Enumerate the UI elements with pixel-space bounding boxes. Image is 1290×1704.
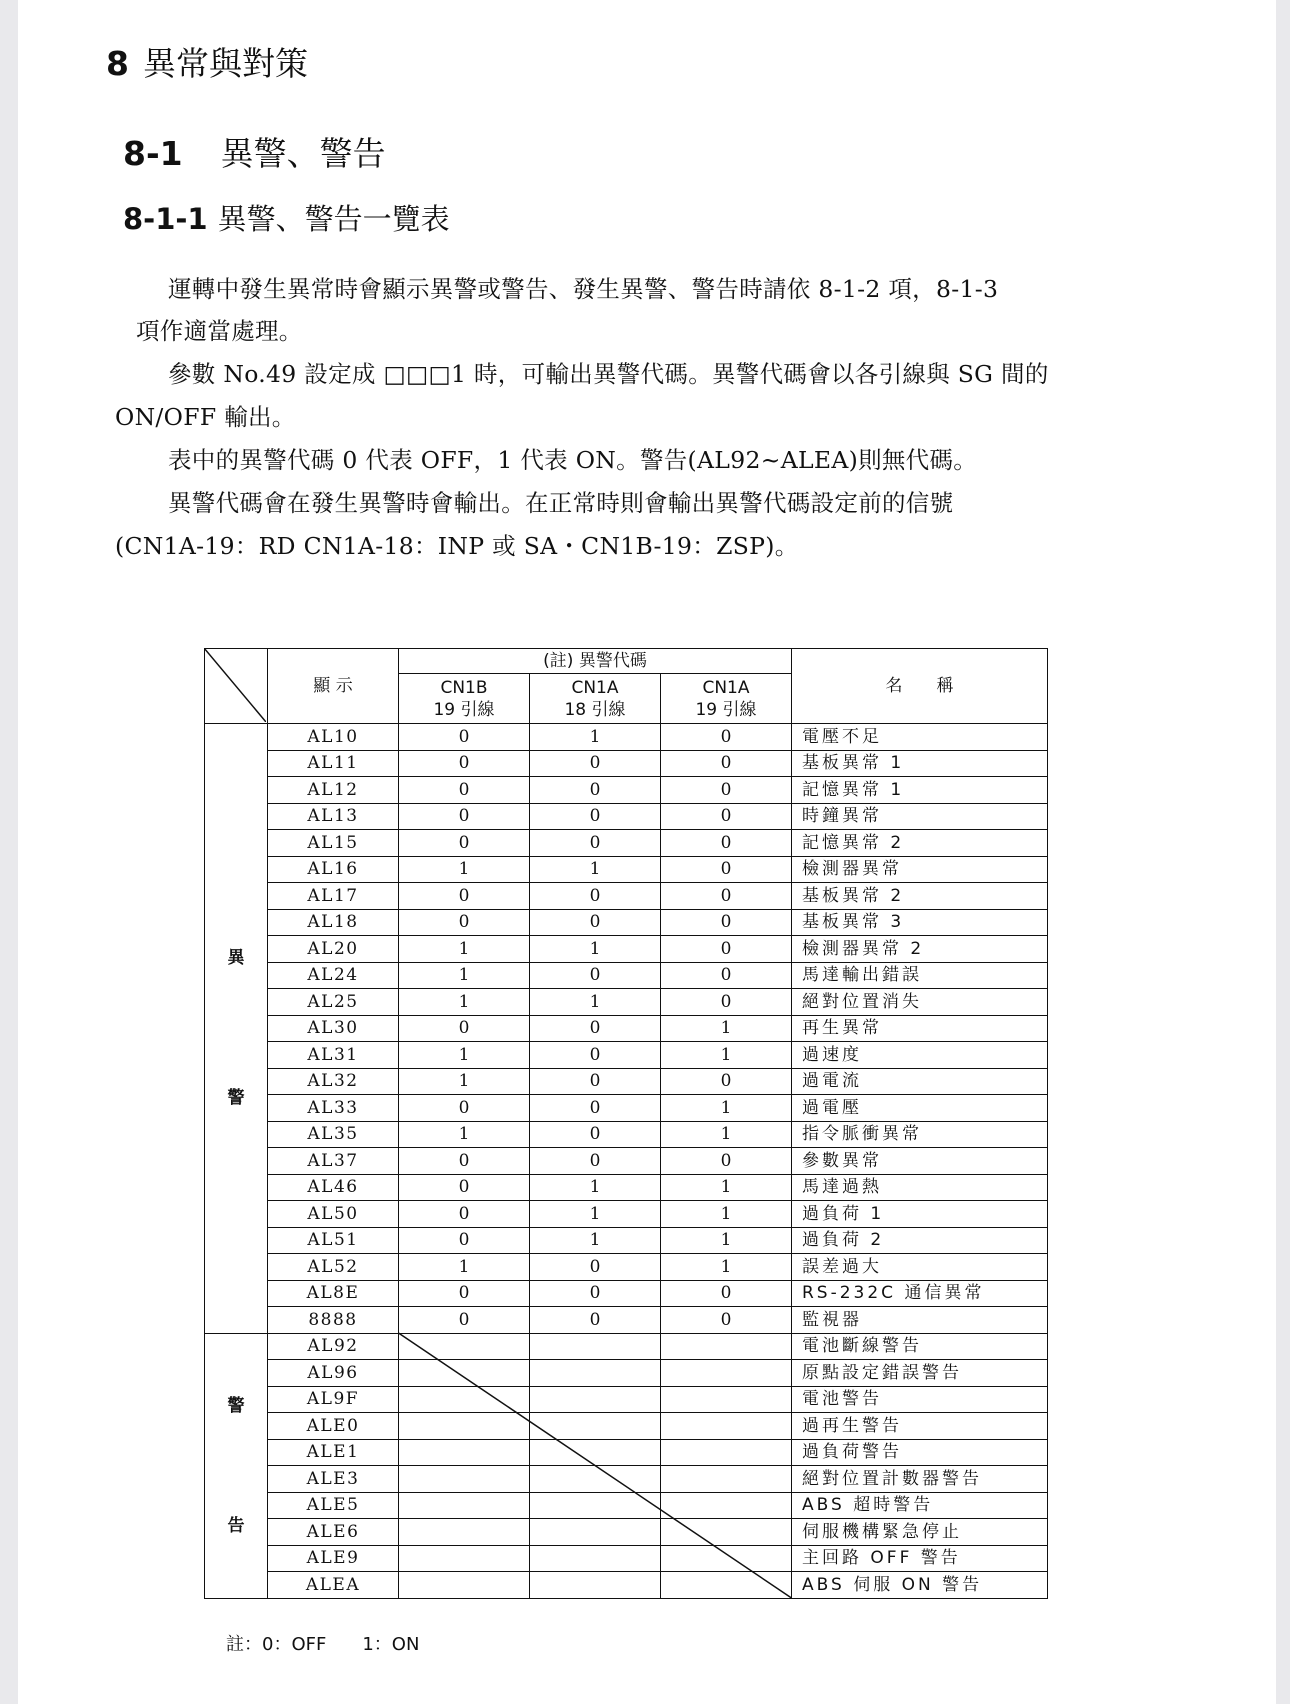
- header-code-group: (註) 異警代碼: [399, 649, 792, 674]
- cn1a-18-value: 1: [530, 989, 661, 1016]
- cn1a-19-empty: [661, 1333, 792, 1360]
- cn1a-18-value: 1: [530, 936, 661, 963]
- cn1a-19-value: 0: [661, 724, 792, 751]
- cn1a-18-empty: [530, 1333, 661, 1360]
- alarm-name: 過速度: [792, 1042, 1048, 1069]
- cn1a-18-empty: [530, 1413, 661, 1440]
- alarm-name: 時鐘異常: [792, 803, 1048, 830]
- alarm-code: AL33: [268, 1095, 399, 1122]
- warning-code: ALE5: [268, 1492, 399, 1519]
- alarm-row: [205, 803, 1048, 830]
- warning-name: 電池斷線警告: [792, 1333, 1048, 1360]
- warning-row: [205, 1572, 1048, 1599]
- paragraph-line: 運轉中發生異常時會顯示異警或警告、發生異警、警告時請依 8-1-2 項，8-1-3: [168, 275, 999, 303]
- cn1a-19-value: 1: [661, 1095, 792, 1122]
- alarm-code: AL16: [268, 856, 399, 883]
- cn1a-18-value: 0: [530, 830, 661, 857]
- cn1a-19-value: 1: [661, 1254, 792, 1281]
- alarm-row: [205, 1307, 1048, 1334]
- cn1b-19-empty: [399, 1386, 530, 1413]
- cn1b-19-empty: [399, 1439, 530, 1466]
- paragraph-line: ON/OFF 輸出。: [115, 403, 296, 431]
- alarm-row: [205, 1042, 1048, 1069]
- cn1a-19-value: 0: [661, 1280, 792, 1307]
- alarm-name: 基板異常 1: [792, 750, 1048, 777]
- corner-diagonal-line: [204, 648, 266, 722]
- alarm-name: 絕對位置消失: [792, 989, 1048, 1016]
- cn1b-19-empty: [399, 1519, 530, 1546]
- alarm-row: [205, 856, 1048, 883]
- subsection-number: 8-1-1: [123, 202, 208, 236]
- header-cn1a-19: CN1A 19 引線: [661, 674, 792, 724]
- alarm-row: [205, 1280, 1048, 1307]
- cn1b-19-empty: [399, 1466, 530, 1493]
- alarm-name: 過負荷 1: [792, 1201, 1048, 1228]
- cn1a-19-empty: [661, 1386, 792, 1413]
- cn1a-18-value: 0: [530, 962, 661, 989]
- chapter-number: 8: [106, 44, 129, 83]
- cn1a-19-value: 0: [661, 909, 792, 936]
- cn1b-19-empty: [399, 1572, 530, 1599]
- cn1a-18-value: 0: [530, 803, 661, 830]
- warning-row: [205, 1492, 1048, 1519]
- cn1a-18-value: 1: [530, 1227, 661, 1254]
- alarm-row: [205, 1148, 1048, 1175]
- group-warning: 警 告: [205, 1333, 268, 1598]
- cn1a-18-empty: [530, 1360, 661, 1387]
- cn1a-19-value: 0: [661, 883, 792, 910]
- cn1b-19-value: 0: [399, 1280, 530, 1307]
- cn1b-19-value: 0: [399, 1148, 530, 1175]
- header-cn1a-18: CN1A 18 引線: [530, 674, 661, 724]
- warning-row: [205, 1439, 1048, 1466]
- cn1a-18-value: 0: [530, 1280, 661, 1307]
- cn1a-18-value: 1: [530, 1201, 661, 1228]
- warning-code: ALE3: [268, 1466, 399, 1493]
- alarm-code: AL25: [268, 989, 399, 1016]
- cn1b-19-value: 1: [399, 962, 530, 989]
- alarm-code: AL51: [268, 1227, 399, 1254]
- alarm-row: [205, 1121, 1048, 1148]
- alarm-row: [205, 1201, 1048, 1228]
- warning-row: [205, 1413, 1048, 1440]
- cn1b-19-value: 1: [399, 1068, 530, 1095]
- warning-name: 過負荷警告: [792, 1439, 1048, 1466]
- cn1a-18-value: 1: [530, 724, 661, 751]
- warning-name: 過再生警告: [792, 1413, 1048, 1440]
- warning-code: ALE9: [268, 1545, 399, 1572]
- header-display: 顯 示: [268, 649, 399, 724]
- alarm-name: 過負荷 2: [792, 1227, 1048, 1254]
- cn1a-19-value: 0: [661, 803, 792, 830]
- cn1b-19-value: 0: [399, 1095, 530, 1122]
- cn1b-19-empty: [399, 1413, 530, 1440]
- cn1a-19-value: 0: [661, 750, 792, 777]
- cn1a-18-value: 0: [530, 750, 661, 777]
- cn1b-19-empty: [399, 1360, 530, 1387]
- alarm-code: AL52: [268, 1254, 399, 1281]
- alarm-name: 基板異常 2: [792, 883, 1048, 910]
- cn1a-19-value: 1: [661, 1121, 792, 1148]
- cn1a-18-value: 0: [530, 1307, 661, 1334]
- alarm-row: [205, 830, 1048, 857]
- cn1a-19-value: 1: [661, 1201, 792, 1228]
- alarm-name: 基板異常 3: [792, 909, 1048, 936]
- cn1a-18-value: 0: [530, 909, 661, 936]
- warning-code: ALE1: [268, 1439, 399, 1466]
- cn1a-18-value: 0: [530, 1121, 661, 1148]
- cn1b-19-value: 0: [399, 777, 530, 804]
- cn1b-19-empty: [399, 1492, 530, 1519]
- cn1a-18-value: 0: [530, 777, 661, 804]
- cn1a-19-value: 1: [661, 1227, 792, 1254]
- alarm-code: AL35: [268, 1121, 399, 1148]
- cn1a-18-empty: [530, 1386, 661, 1413]
- header-corner-cell: [205, 649, 268, 724]
- alarm-code: AL15: [268, 830, 399, 857]
- cn1b-19-value: 1: [399, 856, 530, 883]
- paragraph-line: 參數 No.49 設定成 □□□1 時，可輸出異警代碼。異警代碼會以各引線與 SG 間的: [168, 360, 1049, 388]
- alarm-code: AL32: [268, 1068, 399, 1095]
- cn1a-18-value: 0: [530, 1254, 661, 1281]
- warning-row: [205, 1360, 1048, 1387]
- cn1a-18-value: 0: [530, 883, 661, 910]
- chapter-heading: [106, 38, 308, 85]
- cn1b-19-value: 1: [399, 936, 530, 963]
- cn1a-19-empty: [661, 1572, 792, 1599]
- cn1a-19-empty: [661, 1519, 792, 1546]
- warning-name: ABS 伺服 ON 警告: [792, 1572, 1048, 1599]
- cn1a-18-value: 1: [530, 1174, 661, 1201]
- cn1b-19-empty: [399, 1545, 530, 1572]
- cn1a-19-value: 1: [661, 1174, 792, 1201]
- alarm-row: [205, 750, 1048, 777]
- cn1b-19-value: 0: [399, 803, 530, 830]
- warning-row: [205, 1466, 1048, 1493]
- warning-name: ABS 超時警告: [792, 1492, 1048, 1519]
- alarm-name: 檢測器異常: [792, 856, 1048, 883]
- cn1b-19-value: 0: [399, 909, 530, 936]
- warning-name: 伺服機構緊急停止: [792, 1519, 1048, 1546]
- alarm-row: [205, 724, 1048, 751]
- cn1b-19-value: 0: [399, 883, 530, 910]
- cn1b-19-value: 1: [399, 989, 530, 1016]
- warning-row: [205, 1545, 1048, 1572]
- alarm-code: AL8E: [268, 1280, 399, 1307]
- cn1a-19-value: 0: [661, 962, 792, 989]
- header-name: 名 稱: [792, 649, 1048, 724]
- warning-code: ALEA: [268, 1572, 399, 1599]
- cn1a-18-value: 1: [530, 856, 661, 883]
- alarm-name: 再生異常: [792, 1015, 1048, 1042]
- alarm-code: AL13: [268, 803, 399, 830]
- alarm-name: 馬達過熱: [792, 1174, 1048, 1201]
- cn1b-19-value: 0: [399, 724, 530, 751]
- alarm-code: AL17: [268, 883, 399, 910]
- alarm-row: [205, 989, 1048, 1016]
- paragraph-line: (CN1A-19：RD CN1A-18：INP 或 SA・CN1B-19：ZSP)。: [115, 532, 799, 560]
- alarm-name: 馬達輸出錯誤: [792, 962, 1048, 989]
- cn1a-18-empty: [530, 1545, 661, 1572]
- cn1a-19-value: 1: [661, 1042, 792, 1069]
- cn1a-19-empty: [661, 1492, 792, 1519]
- paragraph-line: 異警代碼會在發生異警時會輸出。在正常時則會輸出異警代碼設定前的信號: [168, 489, 954, 517]
- cn1a-19-value: 1: [661, 1015, 792, 1042]
- cn1b-19-value: 0: [399, 1201, 530, 1228]
- cn1b-19-value: 1: [399, 1042, 530, 1069]
- cn1b-19-empty: [399, 1333, 530, 1360]
- alarm-code: AL20: [268, 936, 399, 963]
- paragraph-line: 項作適當處理。: [136, 317, 303, 345]
- alarm-name: RS-232C 通信異常: [792, 1280, 1048, 1307]
- cn1a-19-empty: [661, 1466, 792, 1493]
- alarm-code: AL18: [268, 909, 399, 936]
- group-alarm: 異 警: [205, 724, 268, 1334]
- alarm-row: [205, 1174, 1048, 1201]
- warning-name: 電池警告: [792, 1386, 1048, 1413]
- alarm-name: 監視器: [792, 1307, 1048, 1334]
- warning-name: 主回路 OFF 警告: [792, 1545, 1048, 1572]
- cn1b-19-value: 0: [399, 1307, 530, 1334]
- alarm-code: AL31: [268, 1042, 399, 1069]
- cn1b-19-value: 0: [399, 1227, 530, 1254]
- alarm-name: 電壓不足: [792, 724, 1048, 751]
- alarm-row: [205, 962, 1048, 989]
- alarm-code: AL11: [268, 750, 399, 777]
- cn1b-19-value: 1: [399, 1121, 530, 1148]
- alarm-name: 檢測器異常 2: [792, 936, 1048, 963]
- alarm-row: [205, 1015, 1048, 1042]
- alarm-code: AL30: [268, 1015, 399, 1042]
- cn1a-19-empty: [661, 1413, 792, 1440]
- section-title: 異警、警告: [220, 134, 386, 173]
- alarm-code-table: [204, 648, 1048, 1599]
- footnote: 註：0：OFF 1：ON: [226, 1634, 420, 1655]
- cn1a-19-empty: [661, 1360, 792, 1387]
- alarm-name: 參數異常: [792, 1148, 1048, 1175]
- cn1a-18-empty: [530, 1492, 661, 1519]
- cn1a-18-empty: [530, 1519, 661, 1546]
- alarm-row: [205, 1068, 1048, 1095]
- warning-row: [205, 1386, 1048, 1413]
- document-page: [18, 0, 1276, 1704]
- alarm-code: AL50: [268, 1201, 399, 1228]
- cn1a-19-value: 0: [661, 777, 792, 804]
- alarm-row: [205, 1227, 1048, 1254]
- alarm-code: AL37: [268, 1148, 399, 1175]
- warning-code: AL9F: [268, 1386, 399, 1413]
- cn1a-19-value: 0: [661, 1068, 792, 1095]
- alarm-code: AL24: [268, 962, 399, 989]
- cn1b-19-value: 1: [399, 1254, 530, 1281]
- cn1a-19-value: 0: [661, 856, 792, 883]
- cn1a-19-empty: [661, 1439, 792, 1466]
- cn1a-18-value: 0: [530, 1148, 661, 1175]
- cn1a-18-empty: [530, 1572, 661, 1599]
- cn1a-19-value: 0: [661, 1148, 792, 1175]
- subsection-heading: [123, 197, 450, 238]
- alarm-row: [205, 1254, 1048, 1281]
- alarm-code: AL10: [268, 724, 399, 751]
- subsection-title: 異警、警告一覽表: [217, 202, 450, 236]
- cn1a-18-value: 0: [530, 1015, 661, 1042]
- cn1a-18-empty: [530, 1439, 661, 1466]
- cn1b-19-value: 0: [399, 750, 530, 777]
- cn1a-19-value: 0: [661, 830, 792, 857]
- alarm-name: 過電流: [792, 1068, 1048, 1095]
- alarm-code: AL46: [268, 1174, 399, 1201]
- warning-row: [205, 1333, 1048, 1360]
- warning-name: 絕對位置計數器警告: [792, 1466, 1048, 1493]
- alarm-row: [205, 936, 1048, 963]
- cn1a-18-value: 0: [530, 1095, 661, 1122]
- warning-code: ALE0: [268, 1413, 399, 1440]
- cn1a-19-value: 0: [661, 989, 792, 1016]
- alarm-row: [205, 777, 1048, 804]
- alarm-row: [205, 883, 1048, 910]
- cn1a-18-value: 0: [530, 1068, 661, 1095]
- alarm-row: [205, 909, 1048, 936]
- warning-code: ALE6: [268, 1519, 399, 1546]
- alarm-row: [205, 1095, 1048, 1122]
- cn1a-19-value: 0: [661, 936, 792, 963]
- alarm-code: AL12: [268, 777, 399, 804]
- cn1b-19-value: 0: [399, 830, 530, 857]
- chapter-title: 異常與對策: [142, 44, 308, 83]
- cn1a-18-value: 0: [530, 1042, 661, 1069]
- cn1a-19-value: 0: [661, 1307, 792, 1334]
- alarm-name: 指令脈衝異常: [792, 1121, 1048, 1148]
- warning-row: [205, 1519, 1048, 1546]
- section-number: 8-1: [123, 134, 183, 173]
- alarm-name: 記憶異常 1: [792, 777, 1048, 804]
- header-cn1b-19: CN1B 19 引線: [399, 674, 530, 724]
- cn1a-19-empty: [661, 1545, 792, 1572]
- warning-name: 原點設定錯誤警告: [792, 1360, 1048, 1387]
- cn1a-18-empty: [530, 1466, 661, 1493]
- paragraph-line: 表中的異警代碼 0 代表 OFF，1 代表 ON。警告(AL92~ALEA)則無代碼。: [168, 446, 978, 474]
- alarm-name: 記憶異常 2: [792, 830, 1048, 857]
- cn1b-19-value: 0: [399, 1015, 530, 1042]
- section-heading: [123, 128, 386, 175]
- alarm-name: 誤差過大: [792, 1254, 1048, 1281]
- alarm-name: 過電壓: [792, 1095, 1048, 1122]
- warning-code: AL96: [268, 1360, 399, 1387]
- warning-code: AL92: [268, 1333, 399, 1360]
- cn1b-19-value: 0: [399, 1174, 530, 1201]
- alarm-code: 8888: [268, 1307, 399, 1334]
